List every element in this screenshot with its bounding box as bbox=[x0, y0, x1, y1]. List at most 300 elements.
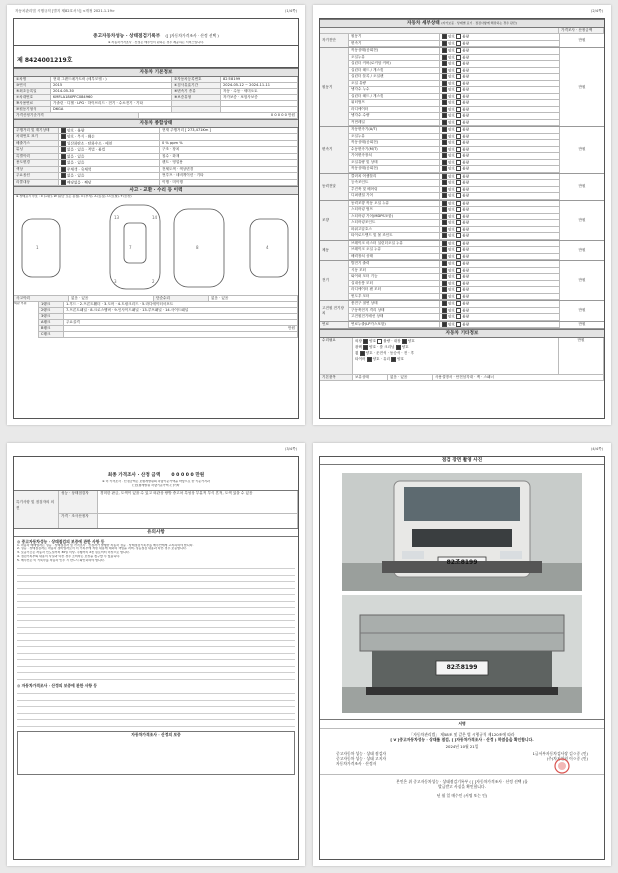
detail-state bbox=[440, 166, 560, 172]
detail-item: 와이퍼 모터 기능 bbox=[349, 274, 440, 280]
accident-q1-answer: 없음 · 있음 bbox=[69, 296, 154, 301]
group-name: 조향 bbox=[320, 201, 349, 240]
checkbox-checked bbox=[442, 81, 447, 86]
detail-group bbox=[320, 174, 604, 201]
basic-value: D6GA bbox=[51, 107, 172, 112]
truck-rear-photo bbox=[342, 595, 582, 713]
checkbox-empty bbox=[456, 187, 461, 192]
page-3-frame bbox=[13, 456, 299, 860]
state-bad: 불량 bbox=[462, 153, 470, 158]
group-price: 만원 bbox=[578, 308, 586, 313]
state-good: 양호 bbox=[448, 247, 455, 252]
checkbox-empty bbox=[456, 180, 461, 185]
final-note-2: [ ]보험개발원 차량기준가액, [ ]기타 bbox=[132, 483, 180, 487]
basic-label-2 bbox=[172, 107, 221, 112]
state-bad: 불량 bbox=[462, 281, 470, 285]
checkbox-checked bbox=[442, 180, 447, 185]
state-good: 양호 bbox=[448, 214, 455, 218]
checkbox-empty bbox=[456, 281, 461, 286]
basic-value: KMFLA18XPFC084960 bbox=[51, 95, 172, 100]
detail-state bbox=[440, 94, 560, 100]
state-good: 양호 bbox=[448, 314, 455, 319]
front-plate: 82조8199 bbox=[446, 559, 478, 566]
summary-item: 용도변경 bbox=[14, 160, 59, 166]
group-name: 자기진단 bbox=[320, 34, 349, 47]
checkbox-checked bbox=[61, 167, 66, 172]
notice-line: 2. 성능 · 상태점검자는 자동차 정비업자로서 이 기록부에 적힌 내용에 대하여 책임을 지며, 성능점검 내용과 다른 경우 보증합니다. bbox=[17, 547, 187, 551]
state-good: 양호 bbox=[448, 34, 455, 39]
state-bad: 불량 bbox=[462, 308, 470, 312]
page-1 bbox=[7, 5, 305, 425]
receive-text-2: 발급받고 사실을 확인합니다. bbox=[438, 784, 486, 789]
summary-state bbox=[59, 167, 160, 173]
state-bad: 불량 bbox=[462, 322, 470, 326]
buyer-sign-line: 년 월 일 매수인 (서명 또는 인) bbox=[436, 793, 488, 798]
checkbox-empty bbox=[456, 134, 461, 139]
state-good: 양호 bbox=[448, 55, 455, 59]
frame-rows bbox=[39, 302, 298, 338]
state-good: 양호 bbox=[448, 153, 455, 158]
detail-item: 실린더 커버(로커암 커버) bbox=[349, 61, 440, 67]
checkbox-checked bbox=[442, 120, 447, 125]
detail-state bbox=[440, 268, 560, 274]
page-4-frame bbox=[319, 456, 605, 860]
state-bad: 불량 bbox=[462, 107, 470, 111]
group-items bbox=[349, 301, 560, 321]
group-price: 만원 bbox=[578, 84, 586, 89]
detail-state bbox=[440, 81, 560, 87]
state-bad: 불량 bbox=[462, 48, 470, 53]
checkbox-checked bbox=[442, 153, 447, 158]
detail-state bbox=[440, 113, 560, 119]
special-label: 특기사항 및 점검자의 의견 bbox=[14, 491, 59, 528]
svg-text:13: 13 bbox=[114, 215, 120, 221]
summary-state bbox=[59, 160, 160, 166]
basic-value: 2015 bbox=[51, 83, 172, 88]
checkbox-checked bbox=[442, 274, 447, 279]
summary-state bbox=[59, 180, 160, 186]
state-bad: 불량 bbox=[462, 247, 470, 252]
title-options: ([ ]자동차가격조사 · 산정 선택 ) bbox=[165, 33, 219, 38]
state-bad: 불량 bbox=[462, 254, 470, 258]
detail-item: 라디에이터 bbox=[349, 107, 440, 113]
law-text: 「자동차관리법」 제58조 및 같은 법 시행규칙 제120조에 따라 bbox=[409, 732, 515, 737]
state-good: 양호 bbox=[448, 140, 455, 145]
state-bad: 불량 bbox=[462, 193, 470, 198]
checkbox-checked bbox=[442, 214, 447, 219]
state-good: 양호 bbox=[448, 107, 455, 111]
state-bad: 불량 bbox=[462, 261, 470, 266]
detail-item: 작동상태(공회전) bbox=[349, 166, 440, 172]
summary-detail: 구조 · 장치 bbox=[160, 147, 298, 153]
price-value: 0 0 0 0 0 만원 bbox=[139, 113, 298, 118]
detail-item: 냉각수 수량 bbox=[349, 113, 440, 119]
detail-item: 라디에이터 팬 모터 bbox=[349, 287, 440, 293]
checkbox-empty bbox=[456, 166, 461, 171]
title-note: ※ 자동차가격조사 · 산정은 매수인이 원하는 경우 제공하는 서비스입니다. bbox=[107, 41, 205, 44]
basic-items-label: 기본품목 bbox=[320, 375, 353, 380]
checkbox-checked bbox=[442, 287, 447, 292]
checkbox-empty bbox=[456, 41, 461, 46]
page-number: (2/4쪽) bbox=[590, 9, 603, 13]
basic-value-2: 82조8199 bbox=[221, 77, 298, 82]
rank-2: 2랭크 bbox=[39, 308, 64, 313]
summary-detail: 침수 · 화재 bbox=[160, 154, 298, 160]
checkbox-checked bbox=[442, 87, 447, 92]
basic-value: 2014-05-30 bbox=[51, 89, 172, 94]
state-bad: 불량 bbox=[462, 34, 470, 39]
detail-state bbox=[440, 254, 560, 260]
page-number: (4/4쪽) bbox=[590, 447, 603, 451]
summary-item: 색상 bbox=[14, 167, 59, 173]
checkbox-empty bbox=[456, 113, 461, 118]
notice-sub-1: ◎ 중고자동차성능 · 상태점검의 보증에 관한 사항 등 bbox=[17, 538, 105, 544]
state-good: 양호 bbox=[448, 201, 455, 205]
detail-item: 냉각수 누수 bbox=[349, 87, 440, 93]
state-bad: 불량 bbox=[462, 214, 470, 218]
sign-role: 중고자동차 성능 · 상태 고지자 bbox=[336, 756, 387, 761]
detail-state bbox=[440, 160, 560, 166]
state-bad: 불량 bbox=[462, 113, 470, 118]
record-number-row bbox=[14, 45, 298, 68]
notice-sub-2: ◎ 자동차가격조사 · 산정의 보증에 관한 사항 등 bbox=[17, 682, 98, 688]
state-good: 양호 bbox=[448, 100, 455, 105]
checkbox-checked bbox=[442, 281, 447, 286]
rank-1: 1랭크 bbox=[39, 302, 64, 307]
summary-state-text: 없음 · 있음 · 적법 · 불법 bbox=[67, 147, 106, 152]
checkbox-checked bbox=[61, 128, 66, 133]
group-items bbox=[349, 127, 560, 173]
state-good: 양호 bbox=[448, 301, 455, 306]
checkbox-empty bbox=[456, 55, 461, 60]
rank-a: A랭크 bbox=[39, 320, 64, 325]
checkbox-empty bbox=[456, 254, 461, 259]
detail-item: 변속기 bbox=[349, 41, 440, 47]
state-bad: 불량 bbox=[462, 120, 470, 124]
detail-item-row bbox=[349, 193, 560, 200]
detail-state bbox=[440, 220, 560, 226]
notice-text-block-2 bbox=[17, 688, 295, 727]
summary-item: 차대번호 표기 bbox=[14, 134, 59, 140]
checkbox-empty bbox=[456, 140, 461, 145]
checkbox-empty bbox=[456, 294, 461, 299]
checkbox-empty bbox=[456, 233, 461, 238]
detail-item: 스티어링조인트 bbox=[349, 220, 440, 226]
summary-state bbox=[59, 134, 160, 140]
group-name: 동력전달 bbox=[320, 174, 349, 200]
detail-group bbox=[320, 48, 604, 127]
inspector-opinion: 경미한 판금, 도색이 있을 수 있고 외관상 쌍방 중고차 특성상 부분적 부식 흔적, 도색 있을 수 있음 bbox=[98, 491, 298, 513]
detail-state bbox=[440, 127, 560, 133]
detail-state bbox=[440, 308, 560, 314]
special-section bbox=[14, 491, 298, 529]
price-col-header: 가격조사 · 산정금액 bbox=[559, 28, 604, 33]
svg-text:4: 4 bbox=[266, 245, 269, 251]
state-good: 양호 bbox=[448, 241, 455, 245]
state-bad: 불량 bbox=[462, 166, 470, 171]
summary-state-text: 양호 · 부식 · 훼손 bbox=[67, 134, 95, 139]
basic-info-table bbox=[14, 77, 298, 113]
detail-item: 연료누출(LP가스포함) bbox=[349, 322, 440, 328]
detail-item: 커먼레일 bbox=[349, 120, 440, 126]
detail-state bbox=[440, 294, 560, 300]
state-good: 양호 bbox=[448, 120, 455, 124]
detail-state bbox=[440, 233, 560, 239]
checkbox-empty bbox=[456, 61, 461, 66]
group-price: 만원 bbox=[578, 38, 586, 42]
summary-state-text: 없음 · 있음 bbox=[67, 160, 85, 165]
sign-name: 1급서부자동차검사장 김ㅇ중 (인) bbox=[532, 751, 588, 756]
detail-item: 발전기 출력 bbox=[349, 261, 440, 267]
state-bad: 불량 bbox=[462, 74, 470, 79]
checkbox-empty bbox=[456, 227, 461, 232]
checkbox-empty bbox=[456, 220, 461, 225]
checkbox-empty bbox=[456, 120, 461, 125]
group-price: 만원 bbox=[578, 147, 586, 152]
state-good: 양호 bbox=[448, 287, 455, 292]
detail-state bbox=[440, 174, 560, 180]
basic-items-row: 기본품목 보유상태 없음 · 있음 사용설명서 · 안전삼각대 · 잭 · 스패너 bbox=[320, 375, 604, 381]
detail-group bbox=[320, 201, 604, 241]
estimate-label: 만원 bbox=[64, 326, 298, 331]
detail-item: 윈도우 모터 bbox=[349, 294, 440, 300]
detail-state bbox=[440, 322, 560, 328]
detail-state bbox=[440, 227, 560, 233]
repair-price: 만원 bbox=[559, 338, 604, 374]
detail-item: 작동상태(공회전) bbox=[349, 140, 440, 146]
basic-value-2 bbox=[221, 107, 298, 112]
state-good: 양호 bbox=[448, 87, 455, 92]
detail-item: 오일누유 bbox=[349, 55, 440, 61]
group-items bbox=[349, 322, 560, 329]
summary-state bbox=[59, 141, 160, 147]
checkbox-checked bbox=[61, 134, 66, 139]
state-bad: 불량 bbox=[462, 233, 470, 238]
car-rear-view bbox=[250, 219, 288, 277]
summary-state bbox=[59, 128, 160, 134]
group-price: 만원 bbox=[578, 278, 586, 282]
checkbox-checked bbox=[442, 207, 447, 212]
group-name: 고전원 전기장치 bbox=[320, 301, 349, 321]
checkbox-checked bbox=[442, 61, 447, 66]
final-note: ※ 이 가격조사 · 산정금액은 보험개발원의 차량기준가액을 바탕으로 한 기준가격과 bbox=[102, 480, 210, 483]
receive-block bbox=[320, 774, 604, 798]
state-bad: 불량 bbox=[462, 134, 470, 138]
state-good: 양호 bbox=[448, 147, 455, 151]
checkbox-checked bbox=[442, 107, 447, 112]
summary-item: 주요옵션 bbox=[14, 173, 59, 179]
page-1-frame bbox=[13, 18, 299, 419]
page-number: (1/4쪽) bbox=[284, 9, 297, 13]
notice-line: 3. 보증기간은 자동차 인도일부터 30일 이상, 주행거리 2천 킬로미터 이상으로 합니다. bbox=[17, 551, 130, 555]
svg-text:14: 14 bbox=[152, 215, 158, 221]
detail-state bbox=[440, 247, 560, 253]
summary-detail: 0 % ppm % bbox=[160, 141, 298, 147]
detail-state bbox=[440, 87, 560, 93]
truck-front-drawing bbox=[342, 473, 582, 591]
detail-item: 동력조향 작동 오일 누유 bbox=[349, 201, 440, 207]
basic-label-2: ④검사유효기간 bbox=[172, 83, 221, 88]
sign-date: 2024년 10월 21일 bbox=[445, 744, 479, 749]
checkbox-checked bbox=[61, 154, 66, 159]
notice-line: 1. 자동차 매매업자는 성능 · 상태점검자 및 가격조사 · 산정자가 발행한 자동차 성능 · 상태점검기록부를 매수인에게 고지하여야 합니다. bbox=[17, 543, 194, 547]
summary-item: 튜닝 bbox=[14, 147, 59, 153]
checkbox-empty bbox=[456, 301, 461, 306]
page-4 bbox=[313, 443, 611, 866]
detail-item: 실린더 헤드 / 개스킷 bbox=[349, 68, 440, 74]
detail-item: 작동상태(공회전) bbox=[349, 48, 440, 54]
notice-body bbox=[14, 537, 298, 777]
checkbox-checked bbox=[442, 201, 447, 206]
notice-text-block bbox=[17, 563, 295, 680]
detail-state bbox=[440, 281, 560, 287]
state-good: 양호 bbox=[448, 261, 455, 266]
state-good: 양호 bbox=[448, 268, 455, 272]
detail-state bbox=[440, 180, 560, 186]
summary-state-text: 일산화탄소 · 탄화수소 · 매연 bbox=[67, 141, 113, 146]
state-bad: 불량 bbox=[462, 61, 470, 66]
summary-state bbox=[59, 154, 160, 160]
detail-state bbox=[440, 241, 560, 247]
basic-label: ⑦차대번호 bbox=[14, 95, 51, 100]
detail-state bbox=[440, 120, 560, 126]
rear-plate: 82조8199 bbox=[446, 664, 478, 671]
checkbox-checked bbox=[442, 294, 447, 299]
state-good: 양호 bbox=[448, 68, 455, 72]
group-price: 만원 bbox=[578, 247, 586, 252]
detail-state bbox=[440, 68, 560, 74]
state-bad: 불량 bbox=[462, 81, 470, 85]
detail-item: 오일 유량 bbox=[349, 81, 440, 87]
state-good: 양호 bbox=[448, 134, 455, 138]
checkbox-empty bbox=[456, 322, 461, 327]
detail-group bbox=[320, 34, 604, 48]
state-good: 양호 bbox=[448, 294, 455, 298]
checkbox-empty bbox=[456, 48, 461, 53]
svg-text:1: 1 bbox=[36, 245, 39, 251]
basic-value-2: 자가보증 · 보험사보증 bbox=[221, 95, 298, 100]
detail-item: 추진축 및 베어링 bbox=[349, 187, 440, 193]
detail-item: 브레이크 오일 누유 bbox=[349, 247, 440, 253]
group-items bbox=[349, 48, 560, 126]
basic-label: ⑤최초등록일 bbox=[14, 89, 51, 94]
detail-item: 등속조인트 bbox=[349, 180, 440, 186]
svg-text:3: 3 bbox=[114, 279, 117, 285]
detail-state bbox=[440, 193, 560, 199]
state-bad: 불량 bbox=[462, 87, 470, 92]
state-good: 양호 bbox=[448, 322, 455, 326]
rank-c: C랭크 bbox=[39, 332, 64, 337]
basic-label-2: ②자동차등록번호 bbox=[172, 77, 221, 82]
state-good: 양호 bbox=[448, 220, 455, 225]
checkbox-checked bbox=[442, 34, 447, 39]
notice-line: 5. 매수인은 이 기록부를 자동차 인수 시 반드시 확인하여야 합니다. bbox=[17, 558, 105, 562]
main-frame-title: 주요골격 bbox=[64, 320, 298, 325]
detail-item: 구동축전지 격리 상태 bbox=[349, 308, 440, 314]
page-2 bbox=[313, 5, 611, 425]
basic-value: 현대 그랜드메가트럭 (세부모델 : ) bbox=[51, 77, 172, 82]
footer-box-title: 자동차가격조사 · 산정의 보증 bbox=[131, 731, 181, 737]
car-front-view bbox=[22, 219, 60, 277]
state-bad: 불량 bbox=[462, 220, 470, 225]
final-title: 최종 가격조사 · 산정 금액 bbox=[107, 473, 161, 478]
truck-rear-drawing bbox=[342, 595, 582, 713]
checkbox-empty bbox=[456, 87, 461, 92]
detail-state bbox=[440, 187, 560, 193]
detail-item: 오일누유 bbox=[349, 134, 440, 140]
detail-item: 스티어링 펌프 bbox=[349, 207, 440, 213]
summary-item: 특별이력 bbox=[14, 154, 59, 160]
detail-group bbox=[320, 322, 604, 330]
group-price: 만원 bbox=[578, 322, 586, 327]
summary-detail bbox=[160, 134, 298, 140]
detail-state bbox=[440, 301, 560, 307]
state-good: 양호 bbox=[448, 81, 455, 85]
checkbox-checked bbox=[61, 141, 66, 146]
doc-title: 중고자동차성능 · 상태점검기록부 bbox=[93, 34, 161, 39]
state-bad: 불량 bbox=[462, 207, 470, 212]
checkbox-empty bbox=[456, 100, 461, 105]
checkbox-empty bbox=[456, 127, 461, 132]
basic-value: 가솔린 · 디젤 · LPG · 하이브리드 · 전기 · 수소전기 · 기타 bbox=[51, 101, 172, 106]
checkbox-empty bbox=[456, 34, 461, 39]
detail-state bbox=[440, 74, 560, 80]
other-info-title: 자동차 기타정보 bbox=[320, 329, 604, 338]
law-text-2: [ V ]중고자동차성능 · 상태를 점검, [ ]자동차가격조사 · 산정 ) 하였음을 확인합니다. bbox=[390, 737, 534, 742]
svg-text:2: 2 bbox=[152, 279, 155, 285]
detail-item: 실내송풍 모터 bbox=[349, 281, 440, 287]
checkbox-checked bbox=[442, 74, 447, 79]
car-roof bbox=[124, 223, 146, 263]
special-rows: 성능 · 상태점검자 경미한 판금, 도색이 있을 수 있고 외관상 쌍방 중고차 특성상 부분적 부식 흔적, 도색 있을 수 있음 가격 · 조사산정자 bbox=[59, 491, 298, 528]
checkbox-checked bbox=[442, 254, 447, 259]
checkbox-checked bbox=[442, 193, 447, 198]
checkbox-checked bbox=[442, 308, 447, 313]
state-bad: 불량 bbox=[462, 94, 470, 98]
basic-label: ③연식 bbox=[14, 83, 51, 88]
detail-state bbox=[440, 153, 560, 159]
detail-state bbox=[440, 261, 560, 267]
detail-item-row bbox=[349, 254, 560, 261]
truck-front-photo bbox=[342, 473, 582, 591]
checkbox-checked bbox=[442, 241, 447, 246]
detail-item-row bbox=[349, 120, 560, 127]
checkbox-empty bbox=[456, 193, 461, 198]
state-good: 양호 bbox=[448, 174, 455, 178]
checkbox-checked bbox=[442, 261, 447, 266]
state-bad: 불량 bbox=[462, 314, 470, 319]
detail-item: 스티어링 기어(MDPS포함) bbox=[349, 214, 440, 220]
checkbox-empty bbox=[456, 207, 461, 212]
state-bad: 불량 bbox=[462, 127, 470, 132]
car-diagram bbox=[14, 199, 298, 296]
state-bad: 불량 bbox=[462, 227, 470, 231]
checkbox-empty bbox=[456, 107, 461, 112]
checkbox-checked bbox=[442, 113, 447, 118]
summary-item: 리콜대상 bbox=[14, 180, 59, 186]
summary-detail: 썬루프 · 네비게이션 · 기타 bbox=[160, 173, 298, 179]
detail-item-row bbox=[349, 294, 560, 301]
checkbox-empty bbox=[456, 261, 461, 266]
final-price-header bbox=[14, 457, 298, 491]
detail-state bbox=[440, 201, 560, 207]
final-value: 0 0 0 0 0 만원 bbox=[171, 473, 205, 478]
summary-state-text: 무채색 · 유채색 bbox=[67, 167, 92, 172]
group-name: 제동 bbox=[320, 241, 349, 261]
sign-title: 서명 bbox=[320, 720, 604, 729]
state-bad: 불량 bbox=[462, 201, 470, 205]
detail-item: 충전구 절연 상태 bbox=[349, 301, 440, 307]
